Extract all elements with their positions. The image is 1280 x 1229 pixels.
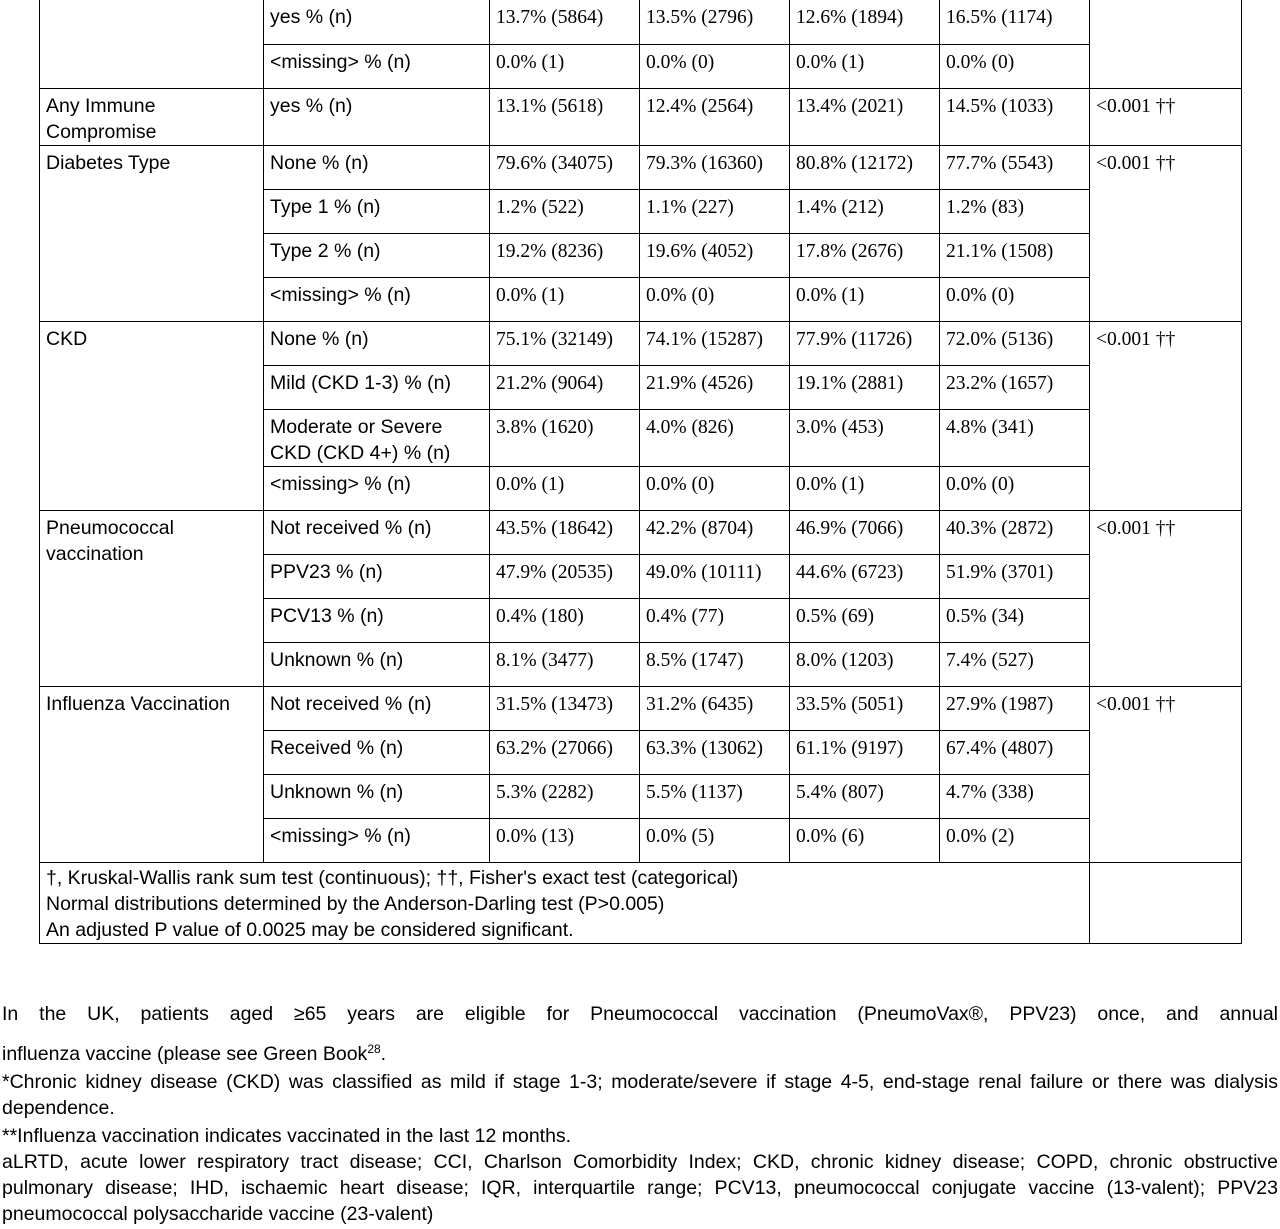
value-cell: 16.5% (1174) (940, 0, 1090, 44)
value-cell: 27.9% (1987) (940, 686, 1090, 730)
empty-cell (1090, 862, 1242, 943)
value-cell: 4.0% (826) (640, 409, 790, 466)
table-row (40, 686, 1242, 730)
p-value-cell: <0.001 †† (1090, 145, 1242, 321)
value-cell: 77.7% (5543) (940, 145, 1090, 189)
category-cell: yes % (n) (264, 88, 490, 145)
category-cell: Mild (CKD 1-3) % (n) (264, 365, 490, 409)
p-value-cell: <0.001 †† (1090, 321, 1242, 510)
value-cell: 0.0% (13) (490, 818, 640, 862)
value-cell: 13.1% (5618) (490, 88, 640, 145)
uk-note-end: . (380, 1043, 387, 1065)
variable-label: Diabetes Type (40, 145, 264, 321)
category-cell: Moderate or Severe CKD (CKD 4+) % (n) (264, 409, 490, 466)
value-cell: 42.2% (8704) (640, 510, 790, 554)
uk-note-text: influenza vaccine (please see Green Book (2, 1043, 368, 1065)
influenza-footnote: **Influenza vaccination indicates vaccinated in the last 12 months. (2, 1125, 572, 1147)
baseline-characteristics-table (39, 0, 1242, 944)
value-cell: 21.1% (1508) (940, 233, 1090, 277)
value-cell: 8.0% (1203) (790, 642, 940, 686)
category-cell: <missing> % (n) (264, 277, 490, 321)
value-cell: 79.6% (34075) (490, 145, 640, 189)
value-cell: 0.0% (1) (790, 277, 940, 321)
value-cell: 14.5% (1033) (940, 88, 1090, 145)
value-cell: 0.0% (0) (640, 277, 790, 321)
value-cell: 43.5% (18642) (490, 510, 640, 554)
category-cell: None % (n) (264, 145, 490, 189)
value-cell: 63.3% (13062) (640, 730, 790, 774)
value-cell: 0.5% (34) (940, 598, 1090, 642)
value-cell: 1.4% (212) (790, 189, 940, 233)
category-cell: None % (n) (264, 321, 490, 365)
value-cell: 51.9% (3701) (940, 554, 1090, 598)
value-cell: 4.7% (338) (940, 774, 1090, 818)
value-cell: 74.1% (15287) (640, 321, 790, 365)
value-cell: 80.8% (12172) (790, 145, 940, 189)
table-row (40, 510, 1242, 554)
value-cell: 0.0% (1) (790, 466, 940, 510)
table-row (40, 0, 1242, 44)
value-cell: 67.4% (4807) (940, 730, 1090, 774)
category-cell: Not received % (n) (264, 686, 490, 730)
value-cell: 31.2% (6435) (640, 686, 790, 730)
footnote-line: †, Kruskal-Wallis rank sum test (continuous); ††, Fisher's exact test (categorical) (46, 866, 739, 889)
value-cell: 3.0% (453) (790, 409, 940, 466)
value-cell: 0.0% (0) (940, 44, 1090, 88)
value-cell: 3.8% (1620) (490, 409, 640, 466)
table-row (40, 321, 1242, 365)
value-cell: 0.0% (1) (490, 44, 640, 88)
category-cell: <missing> % (n) (264, 44, 490, 88)
value-cell: 0.5% (69) (790, 598, 940, 642)
value-cell: 21.2% (9064) (490, 365, 640, 409)
category-cell: <missing> % (n) (264, 466, 490, 510)
value-cell: 0.0% (1) (490, 466, 640, 510)
value-cell: 75.1% (32149) (490, 321, 640, 365)
value-cell: 77.9% (11726) (790, 321, 940, 365)
footnote-line: Normal distributions determined by the Anderson-Darling test (P>0.005) (46, 892, 665, 915)
value-cell: 5.5% (1137) (640, 774, 790, 818)
abbreviations-footnote: aLRTD, acute lower respiratory tract disease; CCI, Charlson Comorbidity Index; CKD, chronic kidney disease; COPD, chronic obstructive pulmonary disease; IHD, ischaemic heart disease; IQR, interquartile range; PCV13, pneumococcal conjugate vaccine (13-valent); PPV23 pneumococcal polysaccharide vaccine (23-valent) (2, 1151, 1278, 1225)
value-cell: 40.3% (2872) (940, 510, 1090, 554)
value-cell: 0.0% (6) (790, 818, 940, 862)
table-body (40, 0, 1242, 943)
value-cell: 13.5% (2796) (640, 0, 790, 44)
value-cell: 72.0% (5136) (940, 321, 1090, 365)
uk-vaccination-note-line1: In the UK, patients aged ≥65 years are eligible for Pneumococcal vaccination (PneumoVax®, PPV23) once, and annual (2, 1003, 1278, 1025)
value-cell: 13.7% (5864) (490, 0, 640, 44)
value-cell: 0.0% (1) (790, 44, 940, 88)
value-cell: 12.4% (2564) (640, 88, 790, 145)
value-cell: 17.8% (2676) (790, 233, 940, 277)
category-cell: Not received % (n) (264, 510, 490, 554)
value-cell: 12.6% (1894) (790, 0, 940, 44)
value-cell: 44.6% (6723) (790, 554, 940, 598)
uk-vaccination-note-line2 (2, 1041, 1278, 1067)
value-cell: 4.8% (341) (940, 409, 1090, 466)
variable-label (40, 0, 264, 88)
table-row (40, 145, 1242, 189)
variable-label: CKD (40, 321, 264, 510)
value-cell: 0.4% (77) (640, 598, 790, 642)
value-cell: 0.0% (0) (940, 277, 1090, 321)
value-cell: 5.3% (2282) (490, 774, 640, 818)
value-cell: 0.0% (0) (640, 44, 790, 88)
value-cell: 49.0% (10111) (640, 554, 790, 598)
value-cell: 13.4% (2021) (790, 88, 940, 145)
value-cell: 33.5% (5051) (790, 686, 940, 730)
p-value-cell: <0.001 †† (1090, 88, 1242, 145)
p-value-cell: <0.001 †† (1090, 686, 1242, 862)
table-notes (2, 1000, 1278, 1227)
value-cell: 47.9% (20535) (490, 554, 640, 598)
value-cell: 63.2% (27066) (490, 730, 640, 774)
category-cell: Type 2 % (n) (264, 233, 490, 277)
value-cell: 19.6% (4052) (640, 233, 790, 277)
value-cell: 21.9% (4526) (640, 365, 790, 409)
category-cell: Unknown % (n) (264, 774, 490, 818)
variable-label: Influenza Vaccination (40, 686, 264, 862)
value-cell: 1.2% (83) (940, 189, 1090, 233)
value-cell: 0.0% (0) (640, 466, 790, 510)
category-cell: Type 1 % (n) (264, 189, 490, 233)
value-cell: 19.2% (8236) (490, 233, 640, 277)
value-cell: 79.3% (16360) (640, 145, 790, 189)
value-cell: 1.1% (227) (640, 189, 790, 233)
p-value-cell (1090, 0, 1242, 88)
category-cell: PPV23 % (n) (264, 554, 490, 598)
value-cell: 0.4% (180) (490, 598, 640, 642)
value-cell: 1.2% (522) (490, 189, 640, 233)
category-cell: Unknown % (n) (264, 642, 490, 686)
value-cell: 0.0% (5) (640, 818, 790, 862)
value-cell: 5.4% (807) (790, 774, 940, 818)
value-cell: 23.2% (1657) (940, 365, 1090, 409)
table-footnote (40, 862, 1090, 943)
variable-label: Pneumococcal vaccination (40, 510, 264, 686)
ckd-footnote: *Chronic kidney disease (CKD) was classified as mild if stage 1-3; moderate/severe if stage 4-5, end-stage renal failure or there was dialysis dependence. (2, 1071, 1278, 1119)
category-cell: yes % (n) (264, 0, 490, 44)
value-cell: 8.1% (3477) (490, 642, 640, 686)
p-value-cell: <0.001 †† (1090, 510, 1242, 686)
category-cell: PCV13 % (n) (264, 598, 490, 642)
value-cell: 0.0% (2) (940, 818, 1090, 862)
category-cell: Received % (n) (264, 730, 490, 774)
footnote-line: An adjusted P value of 0.0025 may be considered significant. (46, 918, 574, 941)
variable-label: Any Immune Compromise (40, 88, 264, 145)
value-cell: 0.0% (0) (940, 466, 1090, 510)
reference-superscript: 28 (367, 1042, 381, 1056)
value-cell: 46.9% (7066) (790, 510, 940, 554)
value-cell: 0.0% (1) (490, 277, 640, 321)
value-cell: 7.4% (527) (940, 642, 1090, 686)
value-cell: 19.1% (2881) (790, 365, 940, 409)
value-cell: 31.5% (13473) (490, 686, 640, 730)
value-cell: 8.5% (1747) (640, 642, 790, 686)
category-cell: <missing> % (n) (264, 818, 490, 862)
table-row (40, 88, 1242, 145)
table-footer-row (40, 862, 1242, 943)
value-cell: 61.1% (9197) (790, 730, 940, 774)
